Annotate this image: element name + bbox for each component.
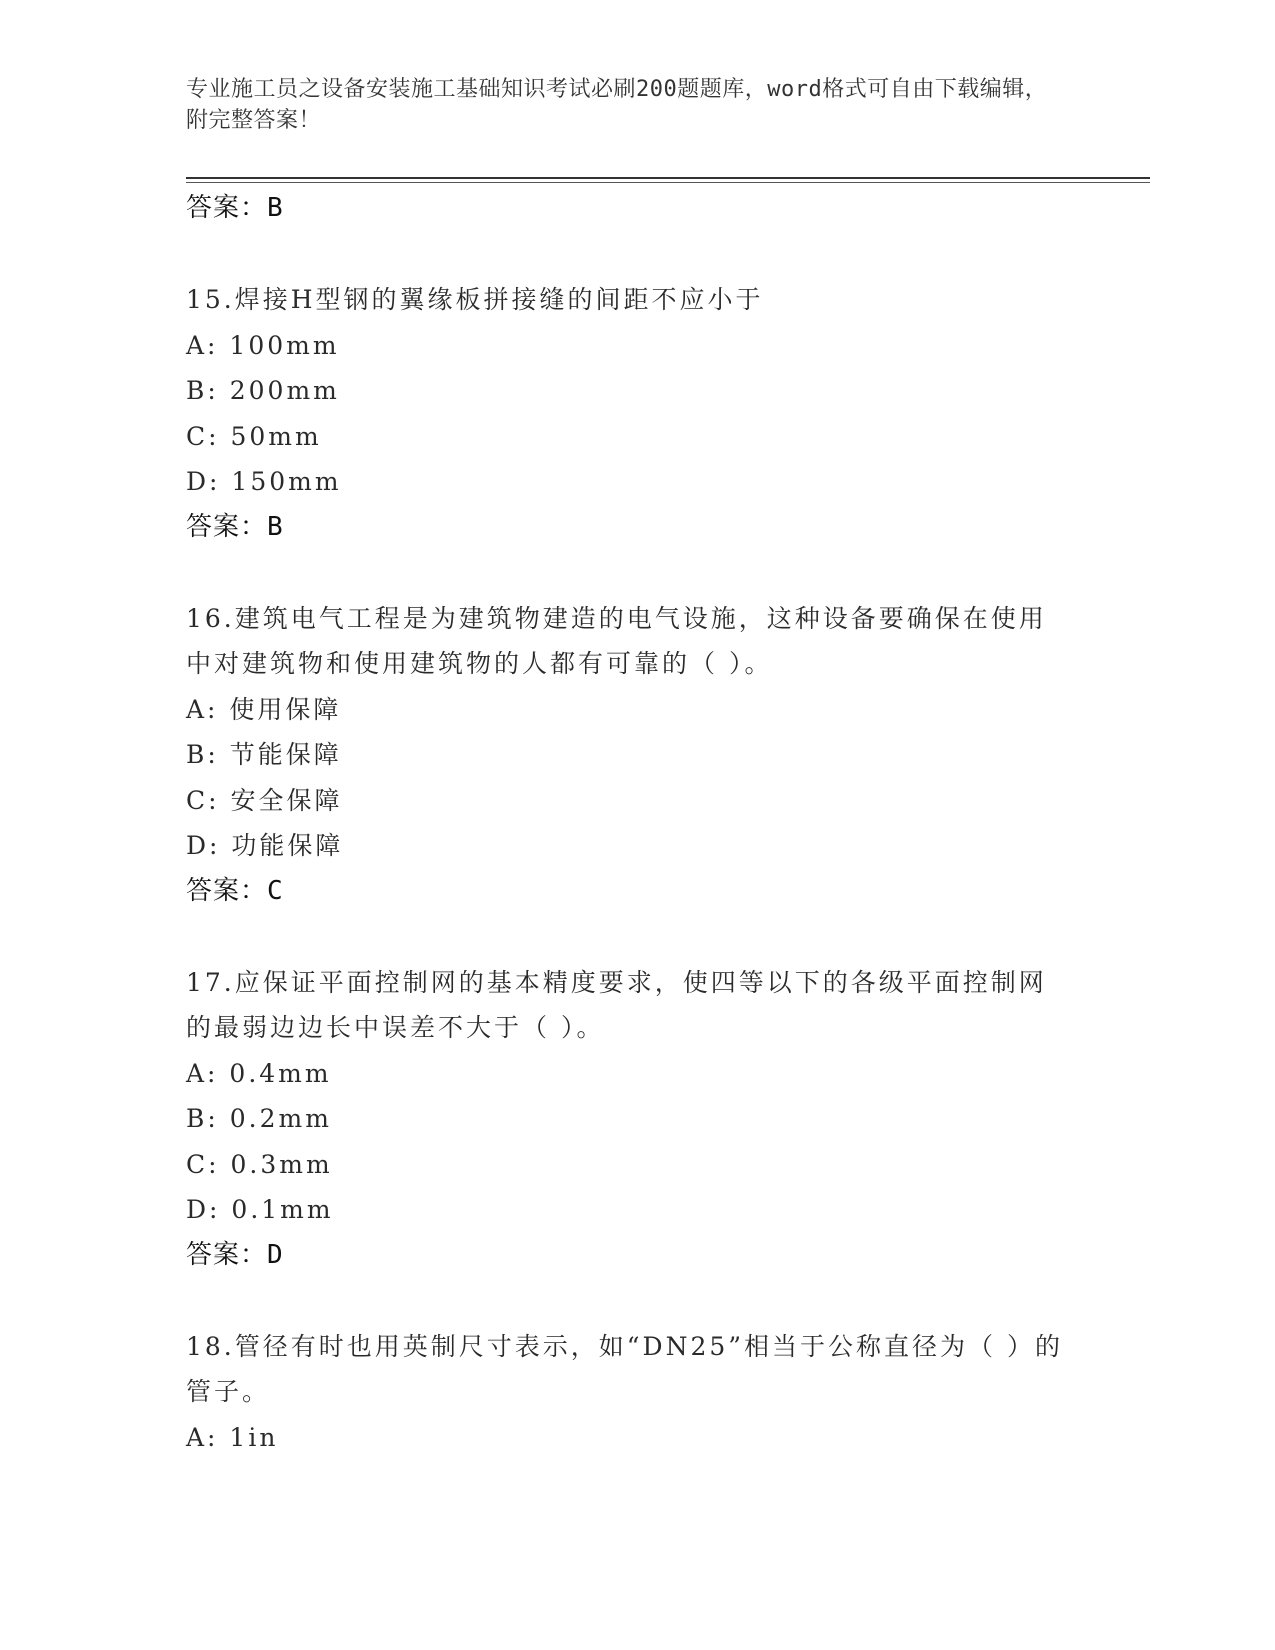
question-stem: 16.建筑电气工程是为建筑物建造的电气设施，这种设备要确保在使用中对建筑物和使用建筑物的人都有可靠的（ ）。 — [186, 603, 1047, 678]
answer-line: 答案：B — [186, 511, 284, 542]
answer-line: 答案：C — [186, 875, 284, 906]
option-d: D: 150mm — [186, 467, 342, 496]
option-a: A: 使用保障 — [186, 694, 342, 724]
option-a: A: 100mm — [186, 330, 340, 360]
option-b: B: 200mm — [186, 376, 340, 405]
answer-line: 答案：D — [186, 1239, 284, 1270]
option-c: C: 0.3mm — [186, 1149, 333, 1179]
option-c: C: 安全保障 — [186, 785, 343, 815]
question-stem: 15.焊接H型钢的翼缘板拼接缝的间距不应小于 — [186, 285, 764, 314]
question-stem: 18.管径有时也用英制尺寸表示，如“DN25”相当于公称直径为（ ）的管子。 — [186, 1331, 1063, 1406]
option-d: D: 功能保障 — [186, 831, 344, 860]
option-a: A: 1in — [186, 1422, 279, 1452]
question-list — [186, 186, 1086, 1460]
header-divider-thick — [186, 177, 1150, 179]
previous-answer: 答案：B — [186, 193, 284, 223]
option-c: C: 50mm — [186, 421, 322, 451]
option-b: B: 节能保障 — [186, 740, 342, 769]
document-header: 专业施工员之设备安装施工基础知识考试必刷200题题库，word格式可自由下载编辑，附完整答案！ — [186, 77, 1048, 133]
option-b: B: 0.2mm — [186, 1104, 332, 1133]
header-divider-thin — [186, 182, 1150, 183]
option-a: A: 0.4mm — [186, 1058, 332, 1088]
option-d: D: 0.1mm — [186, 1195, 334, 1224]
question-stem: 17.应保证平面控制网的基本精度要求，使四等以下的各级平面控制网的最弱边边长中误差不大于（ ）。 — [186, 967, 1047, 1042]
